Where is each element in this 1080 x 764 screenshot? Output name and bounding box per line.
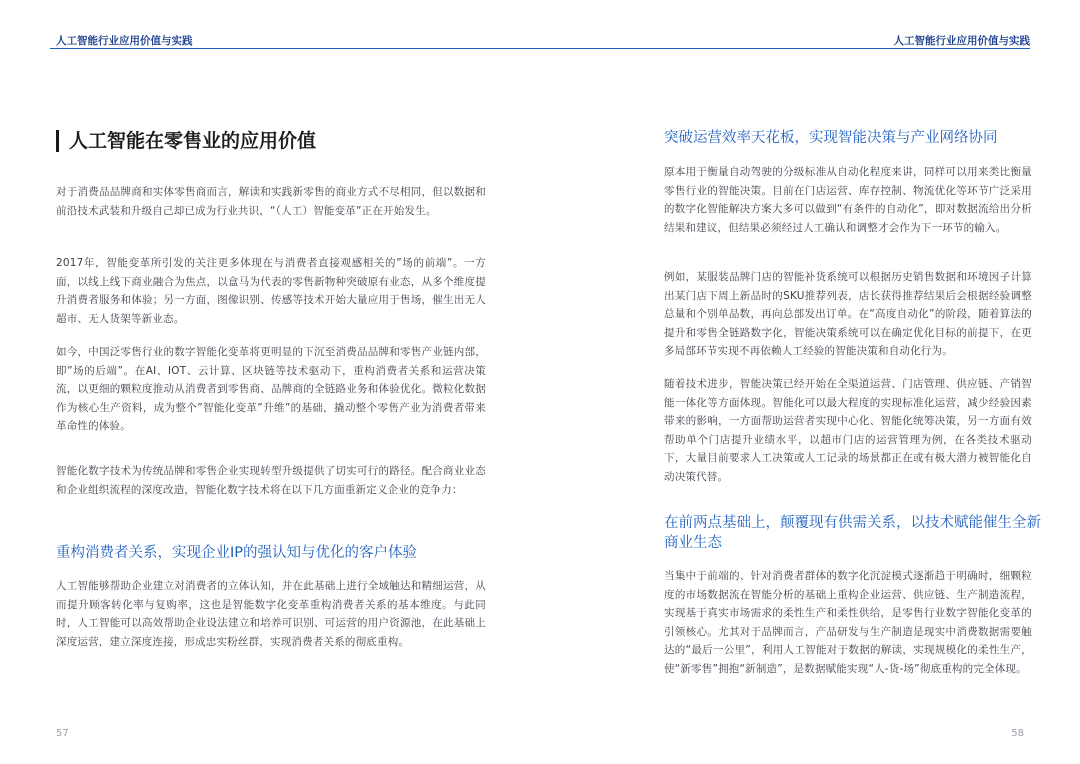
right-page [540, 0, 1080, 764]
paragraph-r1: 原本用于衡量自动驾驶的分级标准从自动化程度来讲，同样可以用来类比衡量零售行业的智能决策。目前在门店运营、库存控制、物流优化等环节广泛采用的数字化智能解决方案大多可以做到“有条件的自动化”，即对数据流给出分析结果和建议，但结果必须经过人工确认和调整才会作为下一环节的输入。 [664, 166, 1032, 234]
paragraph-new-ecosystem: 当集中于前端的、针对消费者群体的数字化沉淀模式逐渐趋于明确时，细颗粒度的市场数据流在智能分析的基础上重构企业运营、供应链、生产制造流程，实现基于真实市场需求的柔性生产和柔性供给，是零售行业数字智能化变革的引领核心。尤其对于品牌而言，产品研发与生产制造是现实中消费数据需要触达的“最后一公里”，利用人工智能对于数据的解读，实现规模化的柔性生产，使“新零售”拥抱“新制造”，是数据赋能实现“人-货-场”彻底重构的完全体现。 [664, 570, 1032, 675]
paragraph-1: 对于消费品品牌商和实体零售商而言，解读和实践新零售的商业方式不尽相同，但以数据和前沿技术武装和升级自己却已成为行业共识，“（人工）智能变革”正在开始发生。 [56, 186, 486, 217]
paragraph-2: 2017年，智能变革所引发的关注更多体现在与消费者直接观感相关的”场的前端”。一方面，以线上线下商业融合为焦点，以盒马为代表的零售新物种突破原有业态，从多个维度提升消费者服务和体验；另一方面，图像识别、传感等技术开始大量应用于售场，催生出无人超市、无人货架等新业态。 [56, 257, 486, 325]
running-head-right: 人工智能行业应用价值与实践 [893, 35, 1030, 47]
page-number-right: 58 [1011, 728, 1024, 739]
paragraph-4: 智能化数字技术为传统品牌和零售企业实现转型升级提供了切实可行的路径。配合商业业态和企业组织流程的深度改造，智能化数字技术将在以下几方面重新定义企业的竞争力： [56, 465, 486, 496]
subheading-new-ecosystem: 在前两点基础上，颠覆现有供需关系，以技术赋能催生全新商业生态 [664, 515, 1041, 551]
header-rule-right [540, 48, 1030, 49]
subheading-consumer-relations: 重构消费者关系，实现企业IP的强认知与优化的客户体验 [56, 545, 418, 561]
paragraph-3: 如今，中国泛零售行业的数字智能化变革将更明显的下沉至消费品品牌和零售产业链内部，即”场的后端”。在AI、IOT、云计算、区块链等技术驱动下，重构消费者关系和运营决策流，以更细的颗粒度推动从消费者到零售商、品牌商的全链路业务和体验优化。微粒化数据作为核心生产资料，成为整个”智能化变革”升维”的基础，撬动整个零售产业为消费者带来革命性的体验。 [56, 346, 486, 433]
section-title: 人工智能在零售业的应用价值 [56, 130, 316, 152]
page-number-left: 57 [56, 728, 69, 739]
running-head-left: 人工智能行业应用价值与实践 [56, 35, 193, 47]
paragraph-r2: 例如，某服装品牌门店的智能补货系统可以根据历史销售数据和环境因子计算出某门店下周上新品时的SKU推荐列表，店长获得推荐结果后会根据经验调整总量和个别单品数，再向总部发出订单。在“高度自动化”的阶段，随着算法的提升和零售全链路数字化，智能决策系统可以在确定优化目标的前提下，在更多局部环节实现不再依赖人工经验的智能决策和自动化行为。 [664, 271, 1032, 358]
paragraph-r3: 随着技术进步，智能决策已经开始在全渠道运营、门店管理、供应链、产销智能一体化等方面体现。智能化可以最大程度的实现标准化运营，减少经验因素带来的影响，一方面帮助运营者实现中心化、智能化统筹决策，另一方面有效帮助单个门店提升业绩水平，以超市门店的运营管理为例，在各类技术驱动下，大量目前要求人工决策或人工记录的场景都正在或有极大潜力被智能化自动决策代替。 [664, 378, 1032, 483]
header-rule-left [50, 48, 540, 49]
subheading-operational-efficiency: 突破运营效率天花板，实现智能决策与产业网络协同 [664, 130, 998, 146]
paragraph-consumer-relations: 人工智能够帮助企业建立对消费者的立体认知，并在此基础上进行全域触达和精细运营，从而提升顾客转化率与复购率，这也是智能数字化变革重构消费者关系的基本维度。与此同时，人工智能可以高效帮助企业设法建立和培养可识别、可运营的用户资源池，在此基础上深度运营，建立深度连接，形成忠实粉丝群，实现消费者关系的彻底重构。 [56, 580, 486, 648]
